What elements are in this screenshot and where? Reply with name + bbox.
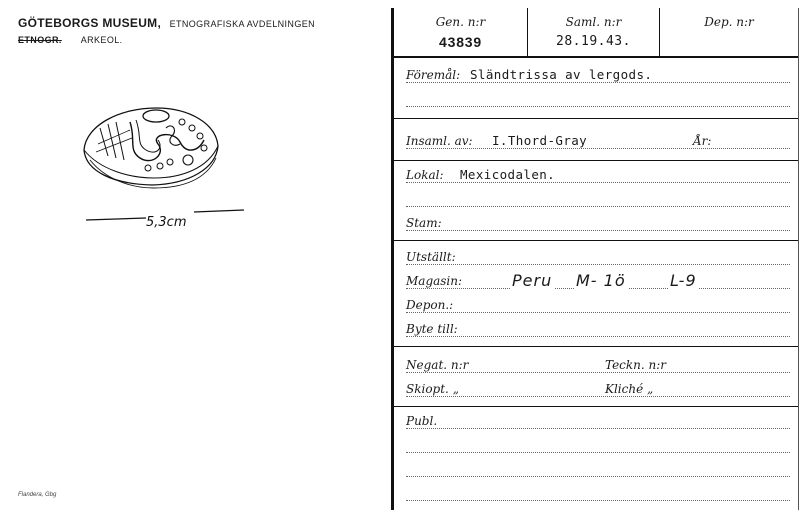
exchange-row — [406, 320, 790, 340]
storage-label: Magasin: — [406, 274, 465, 288]
dep-number-cell — [660, 8, 798, 56]
tribe-label: Stam: — [406, 216, 445, 230]
spindle-whorl-sketch — [70, 100, 230, 195]
publication-line-3 — [406, 460, 790, 480]
saml-number-value: 28.19.43. — [556, 34, 631, 49]
scale-label: 5,3cm — [146, 215, 187, 230]
locality-label: Lokal: — [406, 168, 447, 182]
deposit-row — [406, 296, 790, 316]
locality-row — [406, 166, 790, 186]
card-number-row — [394, 8, 798, 58]
negative-label: Negat. n:r — [406, 358, 471, 372]
divider-line — [394, 406, 798, 407]
divider-line — [394, 118, 798, 119]
exchange-label: Byte till: — [406, 322, 461, 336]
museum-header — [18, 14, 315, 45]
locality-continuation-line — [406, 190, 790, 210]
department-name: ETNOGRAFISKA AVDELNINGEN — [169, 19, 316, 29]
exhibited-label: Utställt: — [406, 250, 459, 264]
struck-section: ETNOGR. — [18, 35, 62, 45]
divider-line — [394, 160, 798, 161]
year-label: År: — [690, 134, 714, 148]
publication-row — [406, 412, 790, 432]
saml-number-label: Saml. n:r — [565, 15, 622, 29]
storage-place-value: Peru — [512, 271, 553, 290]
negative-row — [406, 356, 790, 376]
plate-label: Kliché „ — [602, 382, 656, 396]
object-value: Sländtrissa av lergods. — [470, 67, 653, 82]
slide-label: Skiopt. „ — [406, 382, 462, 396]
archaeology-section: ARKEOL. — [80, 35, 123, 45]
locality-value: Mexicodalen. — [460, 167, 556, 182]
slide-row — [406, 380, 790, 400]
object-continuation-line — [406, 90, 790, 110]
exhibited-row — [406, 248, 790, 268]
collector-value: I.Thord-Gray — [492, 133, 588, 148]
scale-indicator — [80, 200, 250, 236]
section-line — [18, 35, 315, 45]
deposit-label: Depon.: — [406, 298, 456, 312]
catalog-card — [391, 8, 799, 510]
storage-l-value: L-9 — [670, 271, 697, 290]
storage-m-value: M- 1ö — [576, 271, 626, 290]
publication-line-4 — [406, 484, 790, 504]
saml-number-cell — [528, 8, 660, 56]
gen-number-value: 43839 — [439, 34, 482, 50]
publication-line-2 — [406, 436, 790, 456]
tribe-row — [406, 214, 790, 234]
divider-line — [394, 240, 798, 241]
object-label: Föremål: — [406, 68, 463, 82]
object-row — [406, 66, 790, 86]
printer-mark: Flandera, Gbg — [18, 492, 57, 498]
collector-row — [406, 132, 790, 152]
divider-line — [394, 346, 798, 347]
publication-label: Publ. — [406, 414, 440, 428]
gen-number-cell — [394, 8, 528, 56]
gen-number-label: Gen. n:r — [435, 15, 486, 29]
dep-number-label: Dep. n:r — [704, 15, 754, 29]
collector-label: Insaml. av: — [406, 134, 476, 148]
drawing-number-label: Teckn. n:r — [602, 358, 669, 372]
storage-row — [406, 272, 790, 292]
museum-name: GÖTEBORGS MUSEUM, — [18, 16, 162, 30]
